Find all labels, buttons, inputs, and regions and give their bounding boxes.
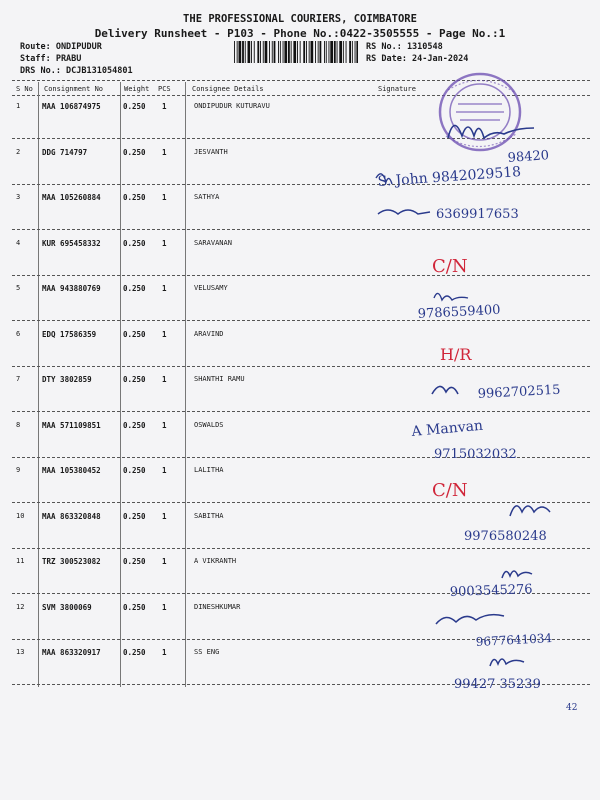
col-consignee: Consignee Details — [192, 85, 264, 93]
cell-consignee: DINESHKUMAR — [194, 602, 241, 611]
barcode-bar — [330, 41, 333, 63]
barcode-bar — [254, 41, 255, 63]
cell-weight: 0.250 — [123, 557, 146, 566]
cell-consignment-no: MAA 105380452 — [42, 466, 101, 475]
cell-consignee: ONDIPUDUR KUTURAVU — [194, 102, 270, 110]
cell-consignee: SS ENG — [194, 648, 220, 656]
barcode-bar — [318, 41, 319, 63]
barcode-bar — [356, 41, 358, 63]
cell-weight: 0.250 — [123, 375, 146, 384]
barcode-bar — [263, 41, 264, 63]
barcode-bar — [234, 41, 235, 63]
cell-consignee: SARAVANAN — [194, 238, 232, 247]
cell-pcs: 1 — [162, 102, 167, 111]
handwriting-row6: H/R — [440, 345, 472, 364]
barcode-bar — [352, 41, 353, 63]
cell-weight: 0.250 — [123, 193, 146, 202]
cell-weight: 0.250 — [123, 648, 146, 657]
row-separator — [12, 457, 590, 458]
row-separator — [12, 366, 590, 367]
cell-consignee: JESVANTH — [194, 147, 228, 156]
cell-sno: 4 — [16, 238, 21, 247]
handwriting-row2-a: 98420 — [507, 148, 550, 166]
row-separator — [12, 184, 590, 185]
barcode-bar — [257, 41, 259, 63]
cell-pcs: 1 — [162, 420, 167, 430]
cell-weight: 0.250 — [123, 602, 146, 612]
cell-sno: 2 — [16, 147, 21, 156]
col-weight: Weight — [124, 85, 150, 93]
barcode-bar — [248, 41, 251, 63]
cell-weight: 0.250 — [123, 329, 146, 339]
cell-pcs: 1 — [162, 648, 167, 657]
cell-consignment-no: KUR 695458332 — [42, 238, 101, 248]
cell-sno: 12 — [16, 602, 25, 611]
cell-pcs: 1 — [162, 147, 167, 157]
barcode-bar — [272, 41, 273, 63]
rs-number: RS No.: 1310548 — [366, 42, 443, 52]
cell-pcs: 1 — [162, 193, 167, 202]
cell-consignment-no: MAA 943880769 — [42, 284, 101, 293]
cell-sno: 13 — [16, 648, 25, 656]
cell-consignment-no: DTY 3802859 — [42, 375, 92, 384]
row-separator — [12, 502, 590, 503]
barcode — [234, 41, 358, 63]
handwriting-corner-note: 42 — [566, 703, 578, 713]
handwriting-row12: 9677641034 — [475, 631, 553, 649]
company-name: THE PROFESSIONAL COURIERS, COIMBATORE — [183, 13, 417, 25]
barcode-bar — [278, 41, 279, 63]
cell-pcs: 1 — [162, 375, 167, 384]
row-separator — [12, 229, 590, 230]
barcode-bar — [329, 41, 330, 63]
barcode-bar — [326, 41, 327, 63]
cell-consignee: SATHYA — [194, 193, 220, 201]
barcode-bar — [297, 41, 298, 63]
handwriting-row5: 9786559400 — [417, 302, 501, 322]
row-separator — [12, 548, 590, 549]
cell-consignment-no: MAA 863320917 — [42, 648, 101, 657]
barcode-bar — [337, 41, 338, 63]
barcode-bar — [303, 41, 305, 63]
col-pcs: PCS — [158, 85, 171, 93]
cell-pcs: 1 — [162, 238, 167, 248]
cell-pcs: 1 — [162, 511, 167, 521]
barcode-bar — [311, 41, 314, 63]
row-separator — [12, 320, 590, 321]
cell-sno: 6 — [16, 329, 21, 338]
barcode-bar — [309, 41, 310, 63]
cell-consignee: SABITHA — [194, 511, 224, 520]
cell-sno: 11 — [16, 557, 25, 565]
handwriting-row11: 9003545276 — [449, 582, 533, 600]
handwriting-row4: C/N — [432, 256, 468, 277]
cell-pcs: 1 — [162, 466, 167, 475]
barcode-bar — [260, 41, 261, 63]
barcode-bar — [300, 41, 301, 63]
cell-pcs: 1 — [162, 329, 167, 339]
row-separator — [12, 639, 590, 640]
cell-weight: 0.250 — [123, 466, 146, 475]
barcode-bar — [355, 41, 356, 63]
cell-consignee: LALITHA — [194, 466, 224, 474]
row-separator — [12, 593, 590, 594]
cell-sno: 9 — [16, 466, 21, 474]
barcode-bar — [284, 41, 287, 63]
handwriting-row8-a: A Manvan — [410, 417, 484, 440]
handwriting-row3: 6369917653 — [436, 207, 519, 222]
cell-weight: 0.250 — [123, 284, 146, 293]
col-consignment: Consignment No — [44, 85, 104, 93]
handwriting-row10: 9976580248 — [464, 529, 547, 544]
barcode-bar — [293, 41, 296, 63]
cell-weight: 0.250 — [123, 147, 146, 157]
cell-sno: 5 — [16, 284, 21, 292]
cell-pcs: 1 — [162, 557, 167, 566]
barcode-bar — [324, 41, 325, 63]
cell-consignment-no: MAA 571109851 — [42, 420, 101, 430]
handwriting-row7: 9962702515 — [477, 382, 561, 402]
barcode-bar — [346, 41, 347, 63]
cell-consignment-no: EDQ 17586359 — [42, 329, 97, 339]
column-divider — [38, 82, 39, 687]
cell-consignment-no: TRZ 300523082 — [42, 557, 101, 566]
barcode-bar — [320, 41, 322, 63]
delivery-stamp — [418, 70, 542, 154]
cell-sno: 7 — [16, 375, 21, 383]
barcode-bar — [274, 41, 276, 63]
barcode-bar — [269, 41, 270, 63]
barcode-bar — [288, 41, 290, 63]
cell-consignee: ARAVIND — [194, 329, 224, 338]
cell-pcs: 1 — [162, 284, 167, 293]
barcode-bar — [265, 41, 268, 63]
cell-consignment-no: SVM 3800069 — [42, 602, 92, 612]
column-divider — [185, 82, 186, 687]
barcode-bar — [334, 41, 336, 63]
drs-number: DRS No.: DCJB131054801 — [20, 66, 133, 76]
handwriting-row2-b: S. John 9842029518 — [377, 164, 522, 190]
handwriting-row13: 99427 35239 — [454, 677, 541, 692]
barcode-bar — [291, 41, 292, 63]
barcode-bar — [306, 41, 307, 63]
cell-weight: 0.250 — [123, 511, 146, 521]
col-signature: Signature — [378, 85, 416, 93]
cell-consignee: VELUSAMY — [194, 284, 228, 292]
barcode-bar — [349, 41, 351, 63]
cell-sno: 10 — [16, 511, 25, 520]
cell-weight: 0.250 — [123, 102, 146, 111]
handwriting-row8-b: 9715032032 — [434, 447, 517, 462]
cell-consignee: SHANTHI RAMU — [194, 375, 245, 383]
barcode-bar — [343, 41, 344, 63]
cell-pcs: 1 — [162, 602, 167, 612]
barcode-bar — [239, 41, 242, 63]
staff-label: Staff: PRABU — [20, 54, 82, 64]
cell-weight: 0.250 — [123, 420, 146, 430]
cell-consignment-no: MAA 863320848 — [42, 511, 101, 521]
barcode-bar — [251, 41, 252, 63]
route-label: Route: ONDIPUDUR — [20, 42, 102, 52]
cell-weight: 0.250 — [123, 238, 146, 248]
barcode-bar — [339, 41, 342, 63]
barcode-bar — [237, 41, 238, 63]
cell-consignment-no: MAA 105260884 — [42, 193, 101, 202]
cell-consignment-no: MAA 106874975 — [42, 102, 101, 111]
cell-consignee: OSWALDS — [194, 420, 224, 429]
barcode-bar — [245, 41, 246, 63]
row-separator — [12, 684, 590, 685]
column-divider — [120, 82, 121, 687]
cell-sno: 1 — [16, 102, 21, 110]
rs-date: RS Date: 24-Jan-2024 — [366, 54, 469, 64]
barcode-bar — [242, 41, 244, 63]
cell-consignee: A VIKRANTH — [194, 557, 237, 565]
barcode-bar — [280, 41, 281, 63]
handwriting-row9: C/N — [432, 480, 468, 501]
row-separator — [12, 275, 590, 276]
cell-sno: 8 — [16, 420, 21, 429]
col-sno: S No — [16, 85, 33, 93]
cell-consignment-no: DDG 714797 — [42, 147, 88, 157]
barcode-bar — [283, 41, 284, 63]
runsheet-subtitle: Delivery Runsheet - P103 - Phone No.:0422-3505555 - Page No.:1 — [94, 27, 506, 40]
barcode-bar — [315, 41, 316, 63]
row-separator — [12, 411, 590, 412]
cell-sno: 3 — [16, 193, 21, 201]
